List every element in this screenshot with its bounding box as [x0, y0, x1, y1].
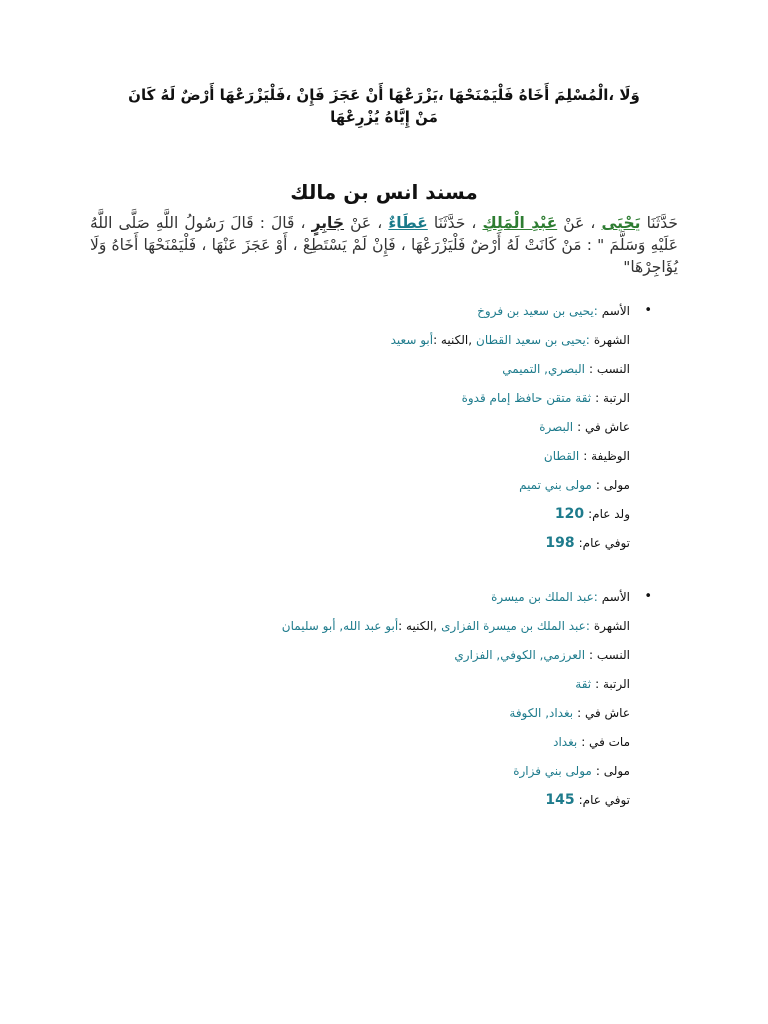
hadith-part: ، حَدَّثَنَا [427, 214, 483, 232]
born-row [110, 505, 630, 534]
lived-row [110, 704, 630, 733]
nasab-label: النسب : [589, 648, 630, 662]
hadith-part: ، قَالَ : قَالَ رَسُولُ اللَّهِ صَلَّى اللَّهُ عَلَيْهِ وَسَلَّمَ " : مَنْ كَانَتْ لَهُ أَرْضٌ فَلْيَزْرَعْهَا ، فَإِنْ لَمْ يَسْتَطِعْ ، أَوْ عَجَزَ عَنْهَا ، فَلْيَمْنَحْهَا أَخَاهُ وَلَا يُؤَاجِرْهَا" [90, 214, 678, 276]
name-label: الأسم [601, 590, 630, 604]
narrator-link-jabir[interactable]: جَابِرٍ [311, 214, 345, 232]
kunya-label: ,الكنيه : [398, 619, 438, 633]
lived-value: البصرة [539, 420, 574, 434]
section-title: مسند انس بن مالك [290, 180, 478, 204]
lived-label: عاش في : [577, 420, 630, 434]
nasab-row [110, 646, 630, 675]
deathplace-value: بغداد [553, 735, 578, 749]
mawla-row [110, 476, 630, 505]
lived-row [110, 418, 630, 447]
name-row [110, 588, 630, 617]
rank-row [110, 675, 630, 704]
name-label: الأسم [601, 304, 630, 318]
lived-label: عاش في : [577, 706, 630, 720]
mawla-value: مولى بني تميم [519, 478, 592, 492]
narrator-card-2 [110, 588, 652, 820]
kunya-label: ,الكنيه : [433, 333, 473, 347]
fame-label: الشهرة [593, 333, 630, 347]
narrator-link-abdulmalik[interactable]: عَبْدِ الْمَلِكِ [482, 214, 558, 232]
job-value: القطان [543, 449, 580, 463]
fame-value: :عبد الملك بن ميسرة الفزارى [441, 619, 590, 633]
rank-label: الرتبة : [595, 391, 630, 405]
lived-value: بغداد, الكوفة [509, 706, 574, 720]
hadith-part: حَدَّثَنَا [640, 214, 679, 232]
deathplace-label: مات في : [581, 735, 630, 749]
mawla-label: مولى : [595, 764, 630, 778]
rank-value: ثقة متقن حافظ إمام قدوة [461, 391, 592, 405]
died-row [110, 791, 630, 820]
hadith-text [90, 212, 678, 278]
narrator-card-1 [110, 302, 652, 563]
rank-label: الرتبة : [595, 677, 630, 691]
name-value: :يحيى بن سعيد بن فروخ [477, 304, 598, 318]
died-row [110, 534, 630, 563]
died-year: 198 [545, 535, 575, 551]
nasab-value: العرزمي, الكوفي, الفزاري [454, 648, 586, 662]
fame-row [110, 617, 630, 646]
fame-row [110, 331, 630, 360]
mawla-row [110, 762, 630, 791]
died-year: 145 [545, 792, 575, 808]
hadith-part: ، عَنْ [557, 214, 602, 232]
nasab-value: البصري, التميمي [502, 362, 586, 376]
name-value: :عبد الملك بن ميسرة [491, 590, 598, 604]
fame-label: الشهرة [593, 619, 630, 633]
nasab-row [110, 360, 630, 389]
intro-text: وَلَا ،الْمُسْلِمَ أَخَاهُ فَلْيَمْنَحْهَا ،يَزْرَعْهَا أَنْ عَجَزَ فَإِنْ ،فَلْيَزْرَعْهَا أَرْضٌ لَهُ كَانَ مَنْ إِيَّاهُ يُزْرِعْهَا [128, 86, 640, 126]
bullet: • [644, 303, 652, 318]
kunya-value: أبو سعيد [390, 333, 434, 347]
fame-value: :يحيى بن سعيد القطان [476, 333, 590, 347]
name-row [110, 302, 630, 331]
job-row [110, 447, 630, 476]
born-label: ولد عام: [588, 507, 630, 521]
hadith-part: ، عَنْ [344, 214, 389, 232]
mawla-label: مولى : [595, 478, 630, 492]
born-year: 120 [554, 506, 585, 522]
kunya-value: أبو عبد الله, أبو سليمان [281, 619, 399, 633]
narrator-link-yahya[interactable]: يَحْيَى [601, 214, 641, 232]
rank-value: ثقة [575, 677, 592, 691]
mawla-value: مولى بني فزارة [513, 764, 592, 778]
rank-row [110, 389, 630, 418]
died-label: توفي عام: [578, 793, 630, 807]
bullet: • [644, 589, 652, 604]
deathplace-row [110, 733, 630, 762]
died-label: توفي عام: [578, 536, 630, 550]
narrator-link-ata[interactable]: عَطَاءٌ [388, 214, 428, 232]
job-label: الوظيفة : [583, 449, 630, 463]
nasab-label: النسب : [589, 362, 630, 376]
